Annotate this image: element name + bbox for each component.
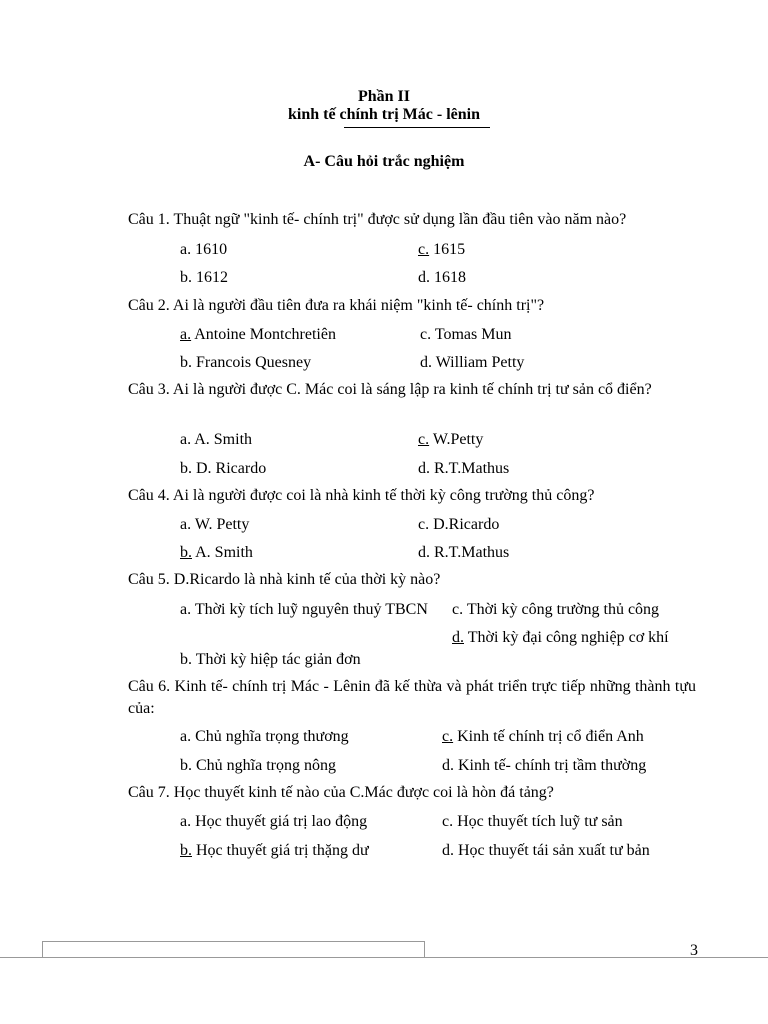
option-text: A. Smith: [191, 431, 253, 448]
option-text: R.T.Mathus: [430, 544, 510, 561]
option-4b: [180, 543, 253, 563]
option-text: Chủ nghĩa trọng nông: [192, 757, 336, 774]
page-number: 3: [690, 942, 698, 959]
question-7: Câu 7. Học thuyết kinh tế nào của C.Mác được coi là hòn đá tảng?: [128, 784, 554, 801]
option-2b: [180, 353, 311, 373]
option-letter: d.: [452, 629, 464, 646]
option-letter: b.: [180, 842, 192, 859]
option-2a: [180, 325, 336, 345]
option-text: 1612: [192, 269, 228, 286]
option-text: Thời kỳ tích luỹ nguyên thuỷ TBCN: [191, 601, 428, 618]
option-letter: a.: [180, 728, 192, 745]
option-5a: [180, 600, 442, 620]
option-letter: d.: [418, 544, 430, 561]
option-letter: c.: [418, 516, 430, 533]
option-letter: d.: [442, 757, 454, 774]
option-letter: c.: [442, 728, 454, 745]
option-7d: [442, 841, 650, 861]
option-5b: [180, 650, 361, 670]
option-5d: [452, 628, 696, 648]
option-text: Học thuyết giá trị thặng dư: [192, 842, 369, 859]
option-letter: b.: [180, 354, 192, 371]
question-2: Câu 2. Ai là người đầu tiên đưa ra khái niệm "kinh tế- chính trị"?: [128, 297, 545, 314]
option-3a: [180, 430, 252, 450]
question-6: Câu 6. Kinh tế- chính trị Mác - Lênin đã kế thừa và phát triển trực tiếp những thành tựu của:: [128, 678, 696, 717]
option-7a: [180, 812, 367, 832]
question-4: Câu 4. Ai là người được coi là nhà kinh tế thời kỳ công trường thủ công?: [128, 487, 595, 504]
option-text: D.Ricardo: [429, 516, 500, 533]
question-1: Câu 1. Thuật ngữ "kinh tế- chính trị" được sử dụng lần đầu tiên vào năm nào?: [128, 211, 627, 228]
footer-frame: [42, 941, 425, 958]
option-letter: b.: [180, 544, 192, 561]
option-text: Chủ nghĩa trọng thương: [191, 728, 349, 745]
subtitle: kinh tế chính trị Mác - lênin: [287, 106, 480, 123]
option-text: Học thuyết tái sản xuất tư bản: [454, 842, 650, 859]
option-2d: [420, 353, 524, 373]
option-letter: b.: [180, 460, 192, 477]
option-letter: a.: [180, 241, 192, 258]
option-2c: [420, 325, 511, 345]
option-letter: b.: [180, 757, 192, 774]
option-letter: d.: [418, 269, 430, 286]
option-4a: [180, 515, 249, 535]
option-1c: [418, 240, 465, 260]
option-3d: [418, 459, 509, 479]
option-text: Francois Quesney: [192, 354, 312, 371]
option-letter: d.: [442, 842, 454, 859]
option-text: William Petty: [432, 354, 525, 371]
option-7b: [180, 841, 369, 861]
option-letter: c.: [452, 601, 464, 618]
option-letter: c.: [418, 431, 430, 448]
option-text: Kinh tế chính trị cổ điển Anh: [453, 728, 644, 745]
option-letter: c.: [420, 326, 432, 343]
option-text: Tomas Mun: [431, 326, 512, 343]
option-3c: [418, 430, 483, 450]
section-title: A- Câu hỏi trắc nghiệm: [303, 153, 465, 170]
option-7c: [442, 812, 623, 832]
option-6c: [442, 727, 644, 747]
option-letter: c.: [418, 241, 430, 258]
option-letter: b.: [180, 269, 192, 286]
option-text: 1610: [191, 241, 228, 258]
option-letter: d.: [420, 354, 432, 371]
option-letter: a.: [180, 431, 192, 448]
option-1b: [180, 268, 228, 288]
subtitle-underline: [344, 127, 490, 128]
option-text: Thời kỳ hiệp tác giản đơn: [192, 651, 361, 668]
option-text: R.T.Mathus: [430, 460, 510, 477]
option-text: Thời kỳ đại công nghiệp cơ khí: [464, 629, 669, 646]
option-4d: [418, 543, 509, 563]
option-text: W. Petty: [191, 516, 250, 533]
option-4c: [418, 515, 499, 535]
option-6b: [180, 756, 336, 776]
option-text: Thời kỳ công trường thủ công: [463, 601, 660, 618]
option-6a: [180, 727, 349, 747]
part-title: Phần II: [357, 88, 411, 105]
option-text: A. Smith: [192, 544, 253, 561]
option-letter: a.: [180, 516, 192, 533]
option-letter: c.: [442, 813, 454, 830]
option-letter: a.: [180, 813, 192, 830]
option-6d: [442, 756, 646, 776]
question-3: Câu 3. Ai là người được C. Mác coi là sáng lập ra kinh tế chính trị tư sản cổ điển?: [128, 381, 652, 398]
option-text: Học thuyết tích luỹ tư sản: [453, 813, 623, 830]
option-1d: [418, 268, 466, 288]
option-text: D. Ricardo: [192, 460, 267, 477]
option-text: Học thuyết giá trị lao động: [191, 813, 368, 830]
option-letter: b.: [180, 651, 192, 668]
option-1a: [180, 240, 227, 260]
option-letter: a.: [180, 326, 192, 343]
footer-rule: [0, 957, 768, 958]
option-letter: d.: [418, 460, 430, 477]
question-5: Câu 5. D.Ricardo là nhà kinh tế của thời kỳ nào?: [128, 571, 441, 588]
option-text: Kinh tế- chính trị tầm thường: [454, 757, 647, 774]
option-text: W.Petty: [429, 431, 484, 448]
option-text: 1618: [430, 269, 466, 286]
option-text: Antoine Montchretiên: [191, 326, 336, 343]
option-3b: [180, 459, 266, 479]
option-letter: a.: [180, 601, 192, 618]
option-5c: [452, 600, 659, 620]
option-text: 1615: [429, 241, 466, 258]
